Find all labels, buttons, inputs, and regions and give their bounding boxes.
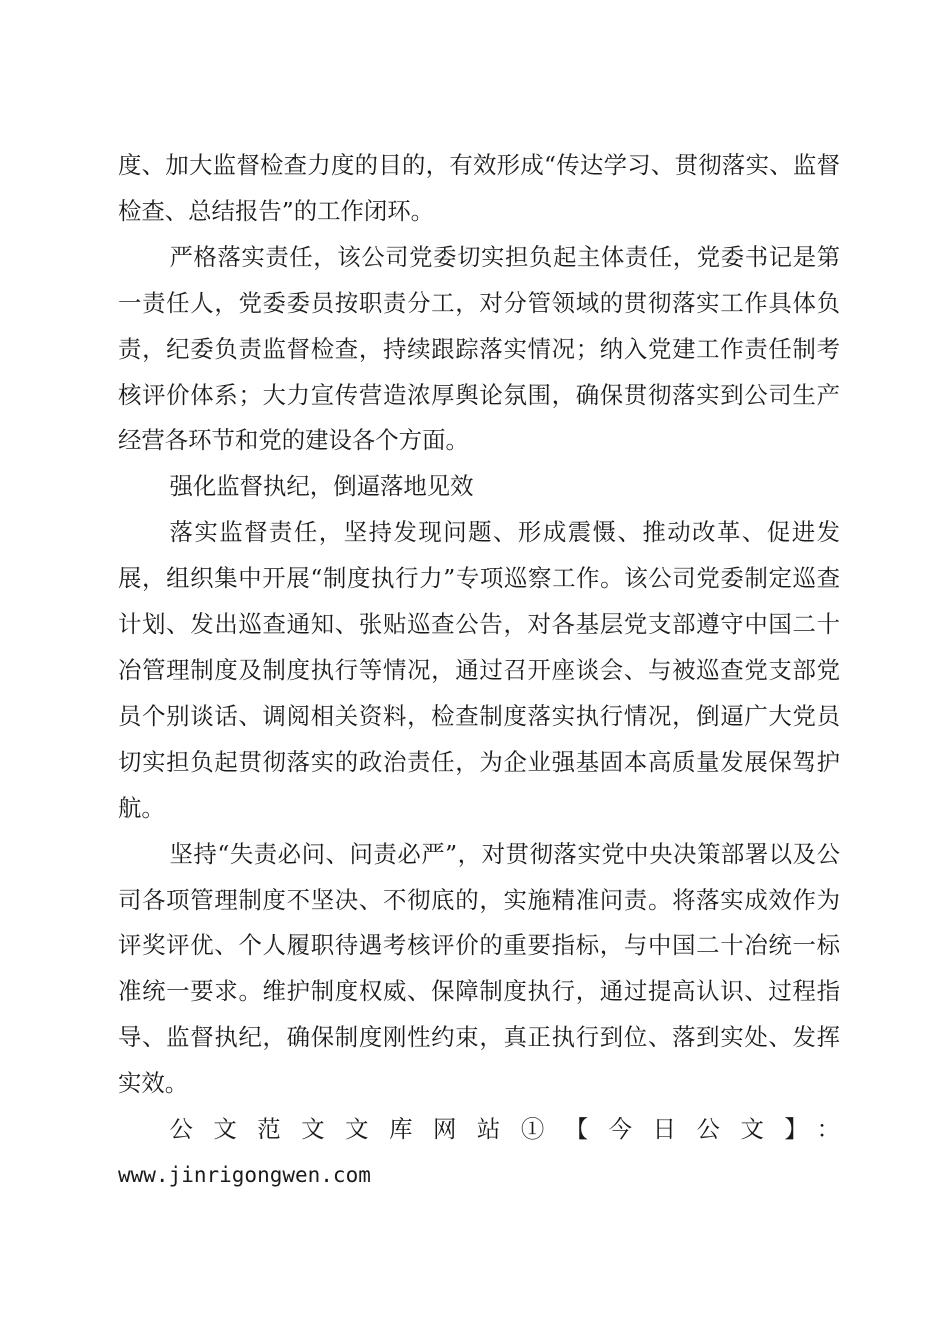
- footer-source-label: 公文范文文库网站①【今日公文】：: [169, 1115, 840, 1144]
- paragraph-supervision: 落实监督责任，坚持发现问题、形成震慑、推动改革、促进发展，组织集中开展“制度执行力”专项巡察工作。该公司党委制定巡查计划、发出巡查通知、张贴巡查公告，对各基层党支部遵守中国二十冶管理制度及制度执行等情况，通过召开座谈会、与被巡查党支部党员个别谈话、调阅相关资料，检查制度落实执行情况，倒逼广大党员切实担负起贯彻落实的政治责任，为企业强基固本高质量发展保驾护航。: [118, 518, 840, 822]
- section-heading: 强化监督执纪，倒逼落地见效: [169, 472, 474, 501]
- document-page: [118, 143, 840, 1199]
- footer-url: www.jinrigongwen.com: [118, 1162, 371, 1187]
- paragraph-accountability: 坚持“失责必问、问责必严”，对贯彻落实党中央决策部署以及公司各项管理制度不坚决、不彻底的，实施精准问责。将落实成效作为评奖评优、个人履职待遇考核评价的重要指标，与中国二十冶统一标准统一要求。维护制度权威、保障制度执行，通过提高认识、过程指导、监督执纪，确保制度刚性约束，真正执行到位、落到实处、发挥实效。: [118, 839, 840, 1098]
- paragraph-responsibility: 严格落实责任，该公司党委切实担负起主体责任，党委书记是第一责任人，党委委员按职责分工，对分管领域的贯彻落实工作具体负责，纪委负责监督检查，持续跟踪落实情况；纳入党建工作责任制考核评价体系；大力宣传营造浓厚舆论氛围，确保贯彻落实到公司生产经营各环节和党的建设各个方面。: [118, 242, 840, 455]
- paragraph-continuation: 度、加大监督检查力度的目的，有效形成“传达学习、贯彻落实、监督检查、总结报告”的工作闭环。: [118, 151, 840, 225]
